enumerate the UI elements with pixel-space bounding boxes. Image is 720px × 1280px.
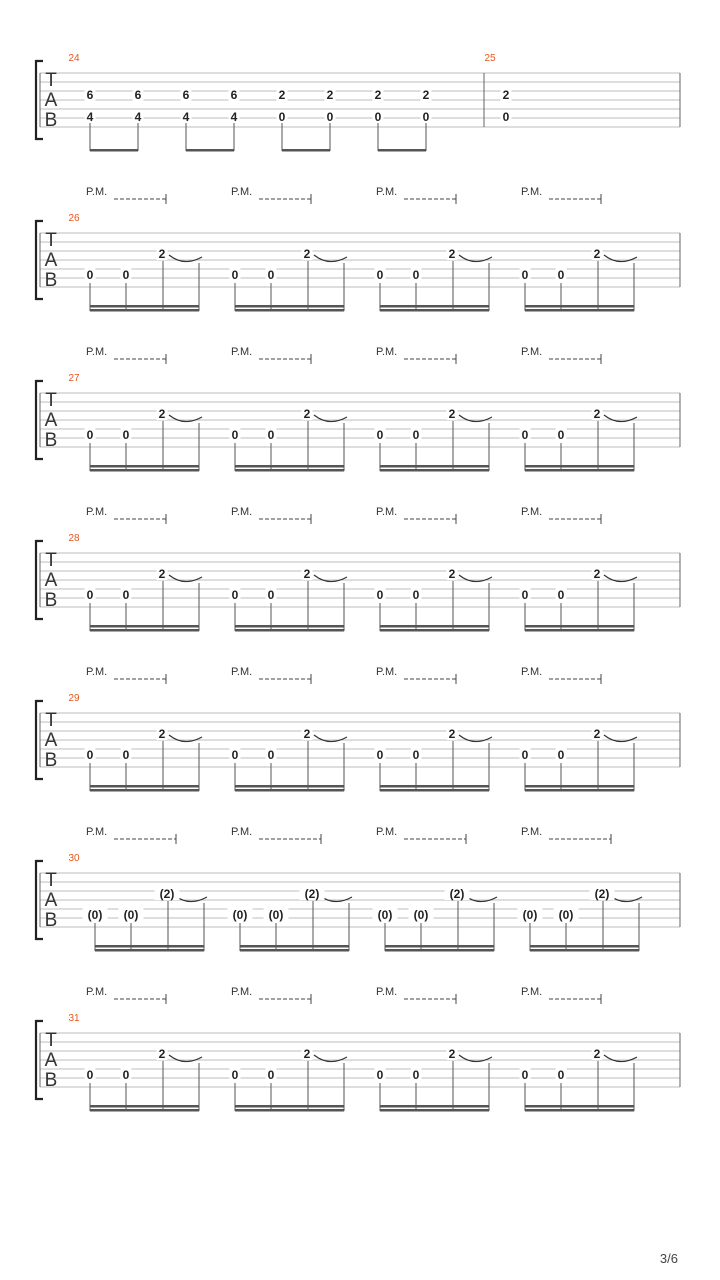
tab-clef-letter: T xyxy=(45,710,57,731)
palm-mute-label: P.M. xyxy=(376,346,398,358)
tab-clef-letter: A xyxy=(44,730,58,751)
beam xyxy=(90,465,199,468)
beam xyxy=(525,305,634,308)
tie-arc xyxy=(169,415,202,422)
tab-clef-letter: A xyxy=(44,1050,58,1071)
tie-arc xyxy=(459,415,492,422)
measure-number: 27 xyxy=(68,373,80,384)
fret-number: 0 xyxy=(231,268,239,282)
fret-number: 0 xyxy=(412,268,420,282)
beam xyxy=(380,625,489,628)
fret-number: (0) xyxy=(123,908,139,922)
beam xyxy=(235,789,344,792)
measure-number: 31 xyxy=(68,1013,80,1024)
palm-mute-label: P.M. xyxy=(376,826,398,838)
beam xyxy=(240,949,349,952)
palm-mute-label: P.M. xyxy=(86,826,108,838)
palm-mute-label: P.M. xyxy=(231,186,253,198)
beam xyxy=(90,149,138,152)
tab-system xyxy=(36,53,680,152)
beam xyxy=(380,305,489,308)
fret-number: 2 xyxy=(303,1047,311,1061)
fret-number: 4 xyxy=(134,110,142,124)
fret-number: 0 xyxy=(122,588,130,602)
beam xyxy=(90,309,199,312)
fret-number: 2 xyxy=(593,727,601,741)
tab-clef-letter: A xyxy=(44,570,58,591)
palm-mute-label: P.M. xyxy=(376,186,398,198)
tab-clef-letter: T xyxy=(45,550,57,571)
measure-number: 29 xyxy=(68,693,80,704)
beam xyxy=(530,949,639,952)
fret-number: 4 xyxy=(230,110,238,124)
beam xyxy=(525,625,634,628)
fret-number: 0 xyxy=(376,428,384,442)
beam xyxy=(530,945,639,948)
measure-number: 26 xyxy=(68,213,80,224)
fret-number: 2 xyxy=(158,247,166,261)
fret-number: 6 xyxy=(86,88,94,102)
fret-number: 0 xyxy=(557,588,565,602)
tie-arc xyxy=(314,1055,347,1062)
beam xyxy=(235,1109,344,1112)
palm-mute-label: P.M. xyxy=(521,506,543,518)
fret-number: 0 xyxy=(86,1068,94,1082)
beam xyxy=(90,1105,199,1108)
palm-mute-label: P.M. xyxy=(231,506,253,518)
measure-number: 30 xyxy=(68,853,80,864)
palm-mute-label: P.M. xyxy=(86,346,108,358)
beam xyxy=(380,1109,489,1112)
tab-clef-letter: B xyxy=(44,1070,58,1091)
tab-clef-letter: A xyxy=(44,410,58,431)
palm-mute-label: P.M. xyxy=(231,986,253,998)
palm-mute-label: P.M. xyxy=(231,346,253,358)
fret-number: 2 xyxy=(158,567,166,581)
fret-number: 0 xyxy=(86,268,94,282)
tie-arc xyxy=(604,255,637,262)
fret-number: (0) xyxy=(268,908,284,922)
palm-mute-label: P.M. xyxy=(376,666,398,678)
fret-number: (2) xyxy=(449,887,465,901)
fret-number: 0 xyxy=(521,268,529,282)
fret-number: 0 xyxy=(122,428,130,442)
fret-number: 0 xyxy=(122,268,130,282)
fret-number: 2 xyxy=(448,1047,456,1061)
fret-number: 0 xyxy=(326,110,334,124)
tab-clef-letter: B xyxy=(44,270,58,291)
beam xyxy=(235,625,344,628)
tab-system xyxy=(36,826,680,952)
tie-arc xyxy=(604,735,637,742)
fret-number: 0 xyxy=(412,588,420,602)
fret-number: 0 xyxy=(122,748,130,762)
beam xyxy=(385,949,494,952)
fret-number: 0 xyxy=(267,748,275,762)
fret-number: 0 xyxy=(521,748,529,762)
fret-number: 2 xyxy=(303,247,311,261)
beam xyxy=(380,1105,489,1108)
palm-mute-label: P.M. xyxy=(521,346,543,358)
fret-number: (0) xyxy=(558,908,574,922)
tab-clef-letter: B xyxy=(44,910,58,931)
beam xyxy=(380,629,489,632)
beam xyxy=(90,785,199,788)
tie-arc xyxy=(314,255,347,262)
fret-number: 0 xyxy=(267,588,275,602)
beam xyxy=(90,305,199,308)
fret-number: 0 xyxy=(231,588,239,602)
fret-number: 2 xyxy=(593,1047,601,1061)
tie-arc xyxy=(314,735,347,742)
fret-number: 2 xyxy=(303,407,311,421)
fret-number: (0) xyxy=(377,908,393,922)
tie-arc xyxy=(604,575,637,582)
fret-number: 0 xyxy=(557,428,565,442)
fret-number: (0) xyxy=(522,908,538,922)
beam xyxy=(385,945,494,948)
tab-system xyxy=(36,186,680,312)
fret-number: 0 xyxy=(557,748,565,762)
tie-arc xyxy=(169,575,202,582)
beam xyxy=(525,1105,634,1108)
fret-number: 2 xyxy=(593,247,601,261)
palm-mute-label: P.M. xyxy=(521,186,543,198)
tab-clef-letter: T xyxy=(45,230,57,251)
fret-number: 0 xyxy=(521,588,529,602)
palm-mute-label: P.M. xyxy=(86,506,108,518)
tie-arc xyxy=(459,255,492,262)
palm-mute-label: P.M. xyxy=(86,986,108,998)
fret-number: 0 xyxy=(376,748,384,762)
fret-number: 6 xyxy=(230,88,238,102)
fret-number: 2 xyxy=(448,247,456,261)
fret-number: 2 xyxy=(448,407,456,421)
beam xyxy=(235,629,344,632)
measure-number: 28 xyxy=(68,533,80,544)
fret-number: 0 xyxy=(278,110,286,124)
fret-number: (2) xyxy=(594,887,610,901)
beam xyxy=(95,945,204,948)
beam xyxy=(90,469,199,472)
beam xyxy=(240,945,349,948)
fret-number: 2 xyxy=(303,567,311,581)
beam xyxy=(525,629,634,632)
fret-number: 2 xyxy=(326,88,334,102)
palm-mute-label: P.M. xyxy=(376,986,398,998)
tie-arc xyxy=(604,1055,637,1062)
fret-number: 2 xyxy=(374,88,382,102)
palm-mute-label: P.M. xyxy=(231,666,253,678)
tab-clef-letter: B xyxy=(44,750,58,771)
tab-clef-letter: A xyxy=(44,250,58,271)
fret-number: (0) xyxy=(413,908,429,922)
fret-number: 0 xyxy=(412,1068,420,1082)
beam xyxy=(95,949,204,952)
beam xyxy=(235,309,344,312)
fret-number: 2 xyxy=(278,88,286,102)
page-number: 3/6 xyxy=(659,1251,678,1266)
beam xyxy=(380,469,489,472)
palm-mute-label: P.M. xyxy=(521,666,543,678)
fret-number: 0 xyxy=(231,748,239,762)
fret-number: 0 xyxy=(412,748,420,762)
fret-number: 2 xyxy=(593,407,601,421)
fret-number: 0 xyxy=(412,428,420,442)
fret-number: 0 xyxy=(231,1068,239,1082)
fret-number: 0 xyxy=(502,110,510,124)
fret-number: 0 xyxy=(86,428,94,442)
beam xyxy=(235,785,344,788)
beam xyxy=(380,465,489,468)
beam xyxy=(90,1109,199,1112)
fret-number: 2 xyxy=(448,727,456,741)
palm-mute-label: P.M. xyxy=(376,506,398,518)
beam xyxy=(525,309,634,312)
beam xyxy=(282,149,330,152)
beam xyxy=(186,149,234,152)
beam xyxy=(90,625,199,628)
fret-number: 0 xyxy=(86,748,94,762)
tab-system xyxy=(36,506,680,632)
fret-number: 6 xyxy=(182,88,190,102)
fret-number: 0 xyxy=(521,428,529,442)
fret-number: (2) xyxy=(304,887,320,901)
tab-system xyxy=(36,666,680,792)
tab-system xyxy=(36,986,680,1112)
tie-arc xyxy=(604,415,637,422)
beam xyxy=(525,1109,634,1112)
beam xyxy=(525,465,634,468)
beam xyxy=(378,149,426,152)
fret-number: 0 xyxy=(122,1068,130,1082)
beam xyxy=(235,305,344,308)
fret-number: 2 xyxy=(158,407,166,421)
tie-arc xyxy=(459,575,492,582)
fret-number: 4 xyxy=(182,110,190,124)
fret-number: 0 xyxy=(557,268,565,282)
fret-number: 2 xyxy=(422,88,430,102)
tie-arc xyxy=(314,575,347,582)
palm-mute-label: P.M. xyxy=(231,826,253,838)
beam xyxy=(380,309,489,312)
tab-clef-letter: T xyxy=(45,390,57,411)
tie-arc xyxy=(314,415,347,422)
palm-mute-label: P.M. xyxy=(521,826,543,838)
fret-number: 0 xyxy=(376,1068,384,1082)
beam xyxy=(380,785,489,788)
tie-arc xyxy=(169,1055,202,1062)
fret-number: (0) xyxy=(87,908,103,922)
fret-number: 2 xyxy=(502,88,510,102)
fret-number: 0 xyxy=(557,1068,565,1082)
fret-number: 0 xyxy=(231,428,239,442)
tie-arc xyxy=(459,1055,492,1062)
beam xyxy=(380,789,489,792)
fret-number: (0) xyxy=(232,908,248,922)
beam xyxy=(235,1105,344,1108)
tab-clef-letter: T xyxy=(45,1030,57,1051)
tab-clef-letter: B xyxy=(44,590,58,611)
fret-number: 2 xyxy=(593,567,601,581)
fret-number: 2 xyxy=(448,567,456,581)
palm-mute-label: P.M. xyxy=(521,986,543,998)
fret-number: (2) xyxy=(159,887,175,901)
measure-number: 25 xyxy=(484,53,496,64)
fret-number: 0 xyxy=(267,268,275,282)
tie-arc xyxy=(169,735,202,742)
tab-clef-letter: T xyxy=(45,70,57,91)
beam xyxy=(235,465,344,468)
fret-number: 0 xyxy=(376,268,384,282)
fret-number: 0 xyxy=(521,1068,529,1082)
fret-number: 0 xyxy=(376,588,384,602)
tab-clef-letter: A xyxy=(44,890,58,911)
tie-arc xyxy=(459,735,492,742)
fret-number: 2 xyxy=(158,1047,166,1061)
fret-number: 0 xyxy=(267,1068,275,1082)
palm-mute-label: P.M. xyxy=(86,666,108,678)
tab-system xyxy=(36,346,680,472)
tab-clef-letter: B xyxy=(44,110,58,131)
beam xyxy=(525,469,634,472)
fret-number: 0 xyxy=(267,428,275,442)
beam xyxy=(90,629,199,632)
tab-clef-letter: A xyxy=(44,90,58,111)
fret-number: 0 xyxy=(86,588,94,602)
beam xyxy=(90,789,199,792)
tab-clef-letter: B xyxy=(44,430,58,451)
fret-number: 6 xyxy=(134,88,142,102)
measure-number: 24 xyxy=(68,53,80,64)
fret-number: 4 xyxy=(86,110,94,124)
beam xyxy=(525,785,634,788)
tab-clef-letter: T xyxy=(45,870,57,891)
beam xyxy=(235,469,344,472)
palm-mute-label: P.M. xyxy=(86,186,108,198)
fret-number: 2 xyxy=(158,727,166,741)
fret-number: 0 xyxy=(422,110,430,124)
tie-arc xyxy=(169,255,202,262)
fret-number: 0 xyxy=(374,110,382,124)
fret-number: 2 xyxy=(303,727,311,741)
beam xyxy=(525,789,634,792)
